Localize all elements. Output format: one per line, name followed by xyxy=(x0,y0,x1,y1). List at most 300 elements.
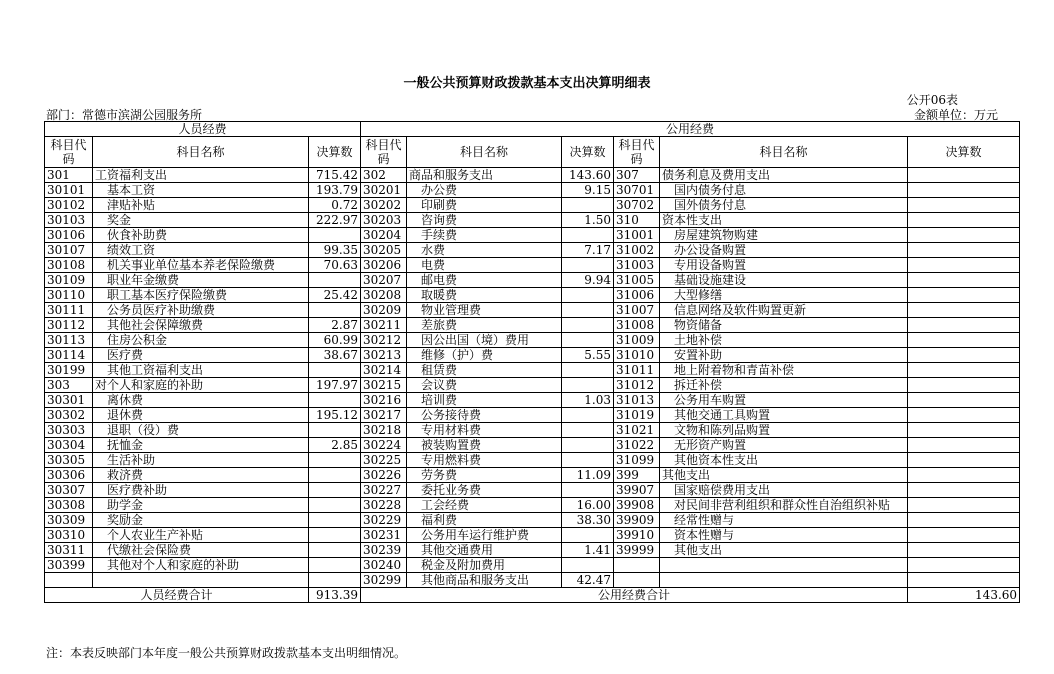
amount-cell xyxy=(908,183,1020,198)
subject-name-cell: 救济费 xyxy=(93,468,309,483)
subject-name-cell: 个人农业生产补贴 xyxy=(93,528,309,543)
table-row xyxy=(45,318,1020,333)
header-code: 科目代码 xyxy=(361,137,407,168)
subject-code-cell: 30211 xyxy=(361,318,407,333)
amount-cell: 60.99 xyxy=(309,333,361,348)
amount-cell xyxy=(908,333,1020,348)
amount-cell xyxy=(908,258,1020,273)
subject-name-cell: 商品和服务支出 xyxy=(407,168,562,183)
group-header-personnel: 人员经费 xyxy=(45,122,361,137)
amount-cell: 2.87 xyxy=(309,318,361,333)
table-row xyxy=(45,258,1020,273)
subject-code-cell: 399 xyxy=(614,468,660,483)
subject-code-cell: 31003 xyxy=(614,258,660,273)
amount-cell xyxy=(309,228,361,243)
subject-name-cell: 拆迁补偿 xyxy=(660,378,908,393)
header-amount: 决算数 xyxy=(908,137,1020,168)
amount-cell xyxy=(908,303,1020,318)
table-row xyxy=(45,198,1020,213)
subject-code-cell: 30207 xyxy=(361,273,407,288)
subject-code-cell: 30226 xyxy=(361,468,407,483)
amount-cell xyxy=(908,198,1020,213)
amount-cell xyxy=(309,453,361,468)
subject-name-cell: 其他工资福利支出 xyxy=(93,363,309,378)
amount-cell xyxy=(309,573,361,588)
subject-code-cell: 30213 xyxy=(361,348,407,363)
table-row xyxy=(45,468,1020,483)
subject-code-cell: 31012 xyxy=(614,378,660,393)
subject-name-cell: 其他支出 xyxy=(660,468,908,483)
amount-cell: 222.97 xyxy=(309,213,361,228)
amount-cell: 0.72 xyxy=(309,198,361,213)
amount-cell xyxy=(309,543,361,558)
subject-name-cell: 职业年金缴费 xyxy=(93,273,309,288)
table-row xyxy=(45,213,1020,228)
amount-cell xyxy=(908,228,1020,243)
public-total-value: 143.60 xyxy=(908,588,1020,603)
subject-code-cell: 30225 xyxy=(361,453,407,468)
subject-name-cell: 奖励金 xyxy=(93,513,309,528)
subject-name-cell: 津贴补贴 xyxy=(93,198,309,213)
header-code: 科目代码 xyxy=(45,137,93,168)
subject-code-cell: 30302 xyxy=(45,408,93,423)
subject-name-cell: 公务用车购置 xyxy=(660,393,908,408)
subject-name-cell: 经常性赠与 xyxy=(660,513,908,528)
subject-code-cell: 30702 xyxy=(614,198,660,213)
amount-cell: 7.17 xyxy=(562,243,614,258)
subject-name-cell: 其他资本性支出 xyxy=(660,453,908,468)
subject-code-cell: 30103 xyxy=(45,213,93,228)
subject-code-cell: 31021 xyxy=(614,423,660,438)
amount-cell xyxy=(908,318,1020,333)
amount-cell xyxy=(309,363,361,378)
subject-name-cell: 会议费 xyxy=(407,378,562,393)
department-label: 部门：常德市滨湖公园服务所 xyxy=(46,108,203,122)
subject-code-cell: 31007 xyxy=(614,303,660,318)
subject-name-cell: 机关事业单位基本养老保险缴费 xyxy=(93,258,309,273)
subject-code-cell: 30305 xyxy=(45,453,93,468)
amount-cell xyxy=(562,303,614,318)
subject-code-cell: 30209 xyxy=(361,303,407,318)
table-row xyxy=(45,273,1020,288)
amount-cell xyxy=(908,168,1020,183)
amount-cell xyxy=(309,513,361,528)
subject-code-cell: 30111 xyxy=(45,303,93,318)
amount-cell xyxy=(908,273,1020,288)
header-name: 科目名称 xyxy=(93,137,309,168)
amount-cell: 197.97 xyxy=(309,378,361,393)
subject-name-cell: 奖金 xyxy=(93,213,309,228)
subject-code-cell: 30304 xyxy=(45,438,93,453)
amount-cell xyxy=(309,528,361,543)
amount-cell: 1.41 xyxy=(562,543,614,558)
subject-name-cell: 专用材料费 xyxy=(407,423,562,438)
amount-cell: 2.85 xyxy=(309,438,361,453)
amount-cell xyxy=(908,393,1020,408)
subject-code-cell: 30299 xyxy=(361,573,407,588)
subject-code-cell: 30202 xyxy=(361,198,407,213)
amount-cell xyxy=(309,498,361,513)
expenditure-table xyxy=(44,121,1020,603)
subject-name-cell: 退职（役）费 xyxy=(93,423,309,438)
subject-name-cell: 其他对个人和家庭的补助 xyxy=(93,558,309,573)
subject-code-cell: 30229 xyxy=(361,513,407,528)
amount-cell xyxy=(908,573,1020,588)
subject-name-cell: 印刷费 xyxy=(407,198,562,213)
subject-name-cell: 信息网络及软件购置更新 xyxy=(660,303,908,318)
table-row xyxy=(45,528,1020,543)
subject-name-cell: 无形资产购置 xyxy=(660,438,908,453)
subject-code-cell: 30311 xyxy=(45,543,93,558)
subject-code-cell: 31006 xyxy=(614,288,660,303)
amount-cell xyxy=(908,543,1020,558)
table-row xyxy=(45,498,1020,513)
subject-code-cell: 30199 xyxy=(45,363,93,378)
table-row xyxy=(45,438,1020,453)
subject-name-cell: 公务用车运行维护费 xyxy=(407,528,562,543)
subject-code-cell: 30114 xyxy=(45,348,93,363)
subject-name-cell: 办公费 xyxy=(407,183,562,198)
table-row xyxy=(45,348,1020,363)
subject-name-cell: 专用设备购置 xyxy=(660,258,908,273)
subject-name-cell: 物资储备 xyxy=(660,318,908,333)
subject-name-cell: 咨询费 xyxy=(407,213,562,228)
subject-name-cell: 土地补偿 xyxy=(660,333,908,348)
amount-cell xyxy=(908,438,1020,453)
table-row xyxy=(45,483,1020,498)
amount-cell xyxy=(562,258,614,273)
amount-cell: 1.03 xyxy=(562,393,614,408)
amount-cell xyxy=(908,243,1020,258)
subject-name-cell: 工资福利支出 xyxy=(93,168,309,183)
amount-cell xyxy=(908,363,1020,378)
subject-name-cell: 安置补助 xyxy=(660,348,908,363)
amount-cell: 143.60 xyxy=(562,168,614,183)
subject-code-cell xyxy=(614,573,660,588)
unit-label: 金额单位：万元 xyxy=(913,108,998,122)
subject-code-cell xyxy=(45,573,93,588)
subject-code-cell: 39999 xyxy=(614,543,660,558)
subject-code-cell: 31011 xyxy=(614,363,660,378)
subject-code-cell xyxy=(614,558,660,573)
subject-code-cell: 30212 xyxy=(361,333,407,348)
subject-code-cell: 30301 xyxy=(45,393,93,408)
subject-name-cell: 委托业务费 xyxy=(407,483,562,498)
subject-code-cell: 30206 xyxy=(361,258,407,273)
table-row xyxy=(45,333,1020,348)
amount-cell: 38.67 xyxy=(309,348,361,363)
amount-cell xyxy=(908,468,1020,483)
subject-name-cell: 邮电费 xyxy=(407,273,562,288)
subject-code-cell: 30203 xyxy=(361,213,407,228)
subject-name-cell: 国内债务付息 xyxy=(660,183,908,198)
subject-code-cell: 303 xyxy=(45,378,93,393)
subject-code-cell: 30204 xyxy=(361,228,407,243)
subject-name-cell: 其他社会保障缴费 xyxy=(93,318,309,333)
subject-name-cell: 对民间非营利组织和群众性自治组织补贴 xyxy=(660,498,908,513)
table-row xyxy=(45,183,1020,198)
subject-name-cell: 债务利息及费用支出 xyxy=(660,168,908,183)
subject-code-cell: 31010 xyxy=(614,348,660,363)
amount-cell: 99.35 xyxy=(309,243,361,258)
subject-code-cell: 31022 xyxy=(614,438,660,453)
amount-cell: 16.00 xyxy=(562,498,614,513)
subject-name-cell: 住房公积金 xyxy=(93,333,309,348)
amount-cell xyxy=(908,408,1020,423)
amount-cell xyxy=(908,513,1020,528)
subject-code-cell: 30240 xyxy=(361,558,407,573)
subject-name-cell: 租赁费 xyxy=(407,363,562,378)
subject-name-cell: 公务接待费 xyxy=(407,408,562,423)
subject-code-cell: 30113 xyxy=(45,333,93,348)
subject-code-cell: 30303 xyxy=(45,423,93,438)
table-row xyxy=(45,168,1020,183)
subject-code-cell: 30102 xyxy=(45,198,93,213)
subject-name-cell xyxy=(660,573,908,588)
table-row xyxy=(45,453,1020,468)
subject-code-cell: 30205 xyxy=(361,243,407,258)
amount-cell xyxy=(562,228,614,243)
amount-cell: 193.79 xyxy=(309,183,361,198)
subject-name-cell: 助学金 xyxy=(93,498,309,513)
subject-code-cell: 30101 xyxy=(45,183,93,198)
subject-code-cell: 30227 xyxy=(361,483,407,498)
subject-name-cell: 被装购置费 xyxy=(407,438,562,453)
table-row xyxy=(45,378,1020,393)
amount-cell xyxy=(562,198,614,213)
subject-code-cell: 30218 xyxy=(361,423,407,438)
subject-name-cell: 培训费 xyxy=(407,393,562,408)
group-header-public: 公用经费 xyxy=(361,122,1020,137)
subject-code-cell: 30239 xyxy=(361,543,407,558)
subject-name-cell: 房屋建筑物购建 xyxy=(660,228,908,243)
subject-name-cell: 其他商品和服务支出 xyxy=(407,573,562,588)
amount-cell xyxy=(562,528,614,543)
subject-name-cell: 其他交通工具购置 xyxy=(660,408,908,423)
amount-cell xyxy=(908,483,1020,498)
subject-name-cell: 手续费 xyxy=(407,228,562,243)
subject-code-cell: 30112 xyxy=(45,318,93,333)
amount-cell xyxy=(562,408,614,423)
subject-code-cell: 30307 xyxy=(45,483,93,498)
subject-name-cell: 退休费 xyxy=(93,408,309,423)
subject-name-cell: 地上附着物和青苗补偿 xyxy=(660,363,908,378)
subject-name-cell: 基础设施建设 xyxy=(660,273,908,288)
subject-code-cell: 31013 xyxy=(614,393,660,408)
amount-cell xyxy=(908,498,1020,513)
header-amount: 决算数 xyxy=(309,137,361,168)
subject-code-cell: 31008 xyxy=(614,318,660,333)
subject-name-cell: 伙食补助费 xyxy=(93,228,309,243)
amount-cell: 5.55 xyxy=(562,348,614,363)
table-row xyxy=(45,303,1020,318)
subject-code-cell: 30201 xyxy=(361,183,407,198)
table-row xyxy=(45,408,1020,423)
amount-cell xyxy=(908,528,1020,543)
amount-cell: 9.15 xyxy=(562,183,614,198)
subject-name-cell: 其他支出 xyxy=(660,543,908,558)
amount-cell: 25.42 xyxy=(309,288,361,303)
amount-cell xyxy=(908,453,1020,468)
subject-name-cell: 文物和陈列品购置 xyxy=(660,423,908,438)
subject-code-cell: 31099 xyxy=(614,453,660,468)
amount-cell: 9.94 xyxy=(562,273,614,288)
subject-name-cell: 福利费 xyxy=(407,513,562,528)
subject-code-cell: 31002 xyxy=(614,243,660,258)
header-amount: 决算数 xyxy=(562,137,614,168)
amount-cell xyxy=(562,378,614,393)
amount-cell xyxy=(309,273,361,288)
amount-cell: 1.50 xyxy=(562,213,614,228)
subject-name-cell: 医疗费补助 xyxy=(93,483,309,498)
subject-code-cell: 30224 xyxy=(361,438,407,453)
subject-code-cell: 31001 xyxy=(614,228,660,243)
footnote: 注：本表反映部门本年度一般公共预算财政拨款基本支出明细情况。 xyxy=(46,646,407,660)
subject-name-cell: 绩效工资 xyxy=(93,243,309,258)
table-row xyxy=(45,423,1020,438)
subject-code-cell: 30217 xyxy=(361,408,407,423)
subject-code-cell: 31005 xyxy=(614,273,660,288)
amount-cell xyxy=(562,363,614,378)
subject-name-cell: 因公出国（境）费用 xyxy=(407,333,562,348)
subject-code-cell: 30231 xyxy=(361,528,407,543)
header-name: 科目名称 xyxy=(407,137,562,168)
table-row xyxy=(45,243,1020,258)
subject-name-cell xyxy=(660,558,908,573)
amount-cell xyxy=(562,318,614,333)
table-row xyxy=(45,363,1020,378)
amount-cell xyxy=(309,423,361,438)
subject-name-cell: 水费 xyxy=(407,243,562,258)
table-row xyxy=(45,288,1020,303)
subject-name-cell: 资本性赠与 xyxy=(660,528,908,543)
subject-name-cell: 公务员医疗补助缴费 xyxy=(93,303,309,318)
subject-code-cell: 302 xyxy=(361,168,407,183)
amount-cell xyxy=(908,378,1020,393)
amount-cell xyxy=(309,468,361,483)
subject-name-cell: 差旅费 xyxy=(407,318,562,333)
amount-cell xyxy=(908,213,1020,228)
table-row xyxy=(45,543,1020,558)
table-row xyxy=(45,573,1020,588)
subject-name-cell: 离休费 xyxy=(93,393,309,408)
subject-code-cell: 307 xyxy=(614,168,660,183)
subject-name-cell: 维修（护）费 xyxy=(407,348,562,363)
table-row xyxy=(45,393,1020,408)
amount-cell xyxy=(309,393,361,408)
subject-name-cell: 代缴社会保险费 xyxy=(93,543,309,558)
personnel-total-label: 人员经费合计 xyxy=(45,588,309,603)
subject-name-cell: 专用燃料费 xyxy=(407,453,562,468)
amount-cell: 70.63 xyxy=(309,258,361,273)
amount-cell: 715.42 xyxy=(309,168,361,183)
subject-code-cell: 30308 xyxy=(45,498,93,513)
subject-code-cell: 30228 xyxy=(361,498,407,513)
subject-code-cell: 30701 xyxy=(614,183,660,198)
subject-name-cell: 基本工资 xyxy=(93,183,309,198)
amount-cell xyxy=(309,303,361,318)
amount-cell xyxy=(562,423,614,438)
subject-code-cell: 30107 xyxy=(45,243,93,258)
subject-code-cell: 30106 xyxy=(45,228,93,243)
subject-name-cell: 对个人和家庭的补助 xyxy=(93,378,309,393)
subject-code-cell: 30109 xyxy=(45,273,93,288)
subject-code-cell: 39909 xyxy=(614,513,660,528)
amount-cell xyxy=(908,558,1020,573)
amount-cell xyxy=(562,333,614,348)
subject-code-cell: 30215 xyxy=(361,378,407,393)
subject-name-cell: 税金及附加费用 xyxy=(407,558,562,573)
subject-code-cell: 30108 xyxy=(45,258,93,273)
subject-code-cell: 30306 xyxy=(45,468,93,483)
subject-code-cell: 30208 xyxy=(361,288,407,303)
header-name: 科目名称 xyxy=(660,137,908,168)
subject-code-cell: 39910 xyxy=(614,528,660,543)
subject-code-cell: 31019 xyxy=(614,408,660,423)
subject-name-cell: 资本性支出 xyxy=(660,213,908,228)
table-row xyxy=(45,513,1020,528)
amount-cell: 42.47 xyxy=(562,573,614,588)
subject-code-cell: 30399 xyxy=(45,558,93,573)
subject-code-cell: 30309 xyxy=(45,513,93,528)
subject-name-cell: 取暖费 xyxy=(407,288,562,303)
page-title: 一般公共预算财政拨款基本支出决算明细表 xyxy=(403,76,651,91)
amount-cell xyxy=(562,438,614,453)
amount-cell xyxy=(908,348,1020,363)
subject-name-cell: 大型修缮 xyxy=(660,288,908,303)
table-code: 公开06表 xyxy=(906,93,958,107)
header-code: 科目代码 xyxy=(614,137,660,168)
amount-cell xyxy=(309,558,361,573)
subject-name-cell: 其他交通费用 xyxy=(407,543,562,558)
subject-code-cell: 39907 xyxy=(614,483,660,498)
subject-name-cell: 劳务费 xyxy=(407,468,562,483)
amount-cell xyxy=(562,558,614,573)
subject-name-cell: 工会经费 xyxy=(407,498,562,513)
amount-cell: 38.30 xyxy=(562,513,614,528)
subject-code-cell: 30216 xyxy=(361,393,407,408)
amount-cell xyxy=(562,453,614,468)
amount-cell: 11.09 xyxy=(562,468,614,483)
personnel-total-value: 913.39 xyxy=(309,588,361,603)
subject-name-cell: 职工基本医疗保险缴费 xyxy=(93,288,309,303)
subject-name-cell: 物业管理费 xyxy=(407,303,562,318)
amount-cell xyxy=(309,483,361,498)
table-row xyxy=(45,228,1020,243)
subject-code-cell: 301 xyxy=(45,168,93,183)
amount-cell xyxy=(908,288,1020,303)
subject-code-cell: 30310 xyxy=(45,528,93,543)
subject-name-cell: 生活补助 xyxy=(93,453,309,468)
amount-cell: 195.12 xyxy=(309,408,361,423)
subject-code-cell: 310 xyxy=(614,213,660,228)
subject-name-cell: 国外债务付息 xyxy=(660,198,908,213)
subject-name-cell: 医疗费 xyxy=(93,348,309,363)
subject-name-cell: 国家赔偿费用支出 xyxy=(660,483,908,498)
subject-name-cell: 电费 xyxy=(407,258,562,273)
subject-code-cell: 30214 xyxy=(361,363,407,378)
subject-code-cell: 39908 xyxy=(614,498,660,513)
subject-name-cell xyxy=(93,573,309,588)
subject-code-cell: 31009 xyxy=(614,333,660,348)
subject-name-cell: 办公设备购置 xyxy=(660,243,908,258)
subject-code-cell: 30110 xyxy=(45,288,93,303)
amount-cell xyxy=(562,483,614,498)
amount-cell xyxy=(908,423,1020,438)
subject-name-cell: 抚恤金 xyxy=(93,438,309,453)
table-row xyxy=(45,558,1020,573)
public-total-label: 公用经费合计 xyxy=(361,588,908,603)
